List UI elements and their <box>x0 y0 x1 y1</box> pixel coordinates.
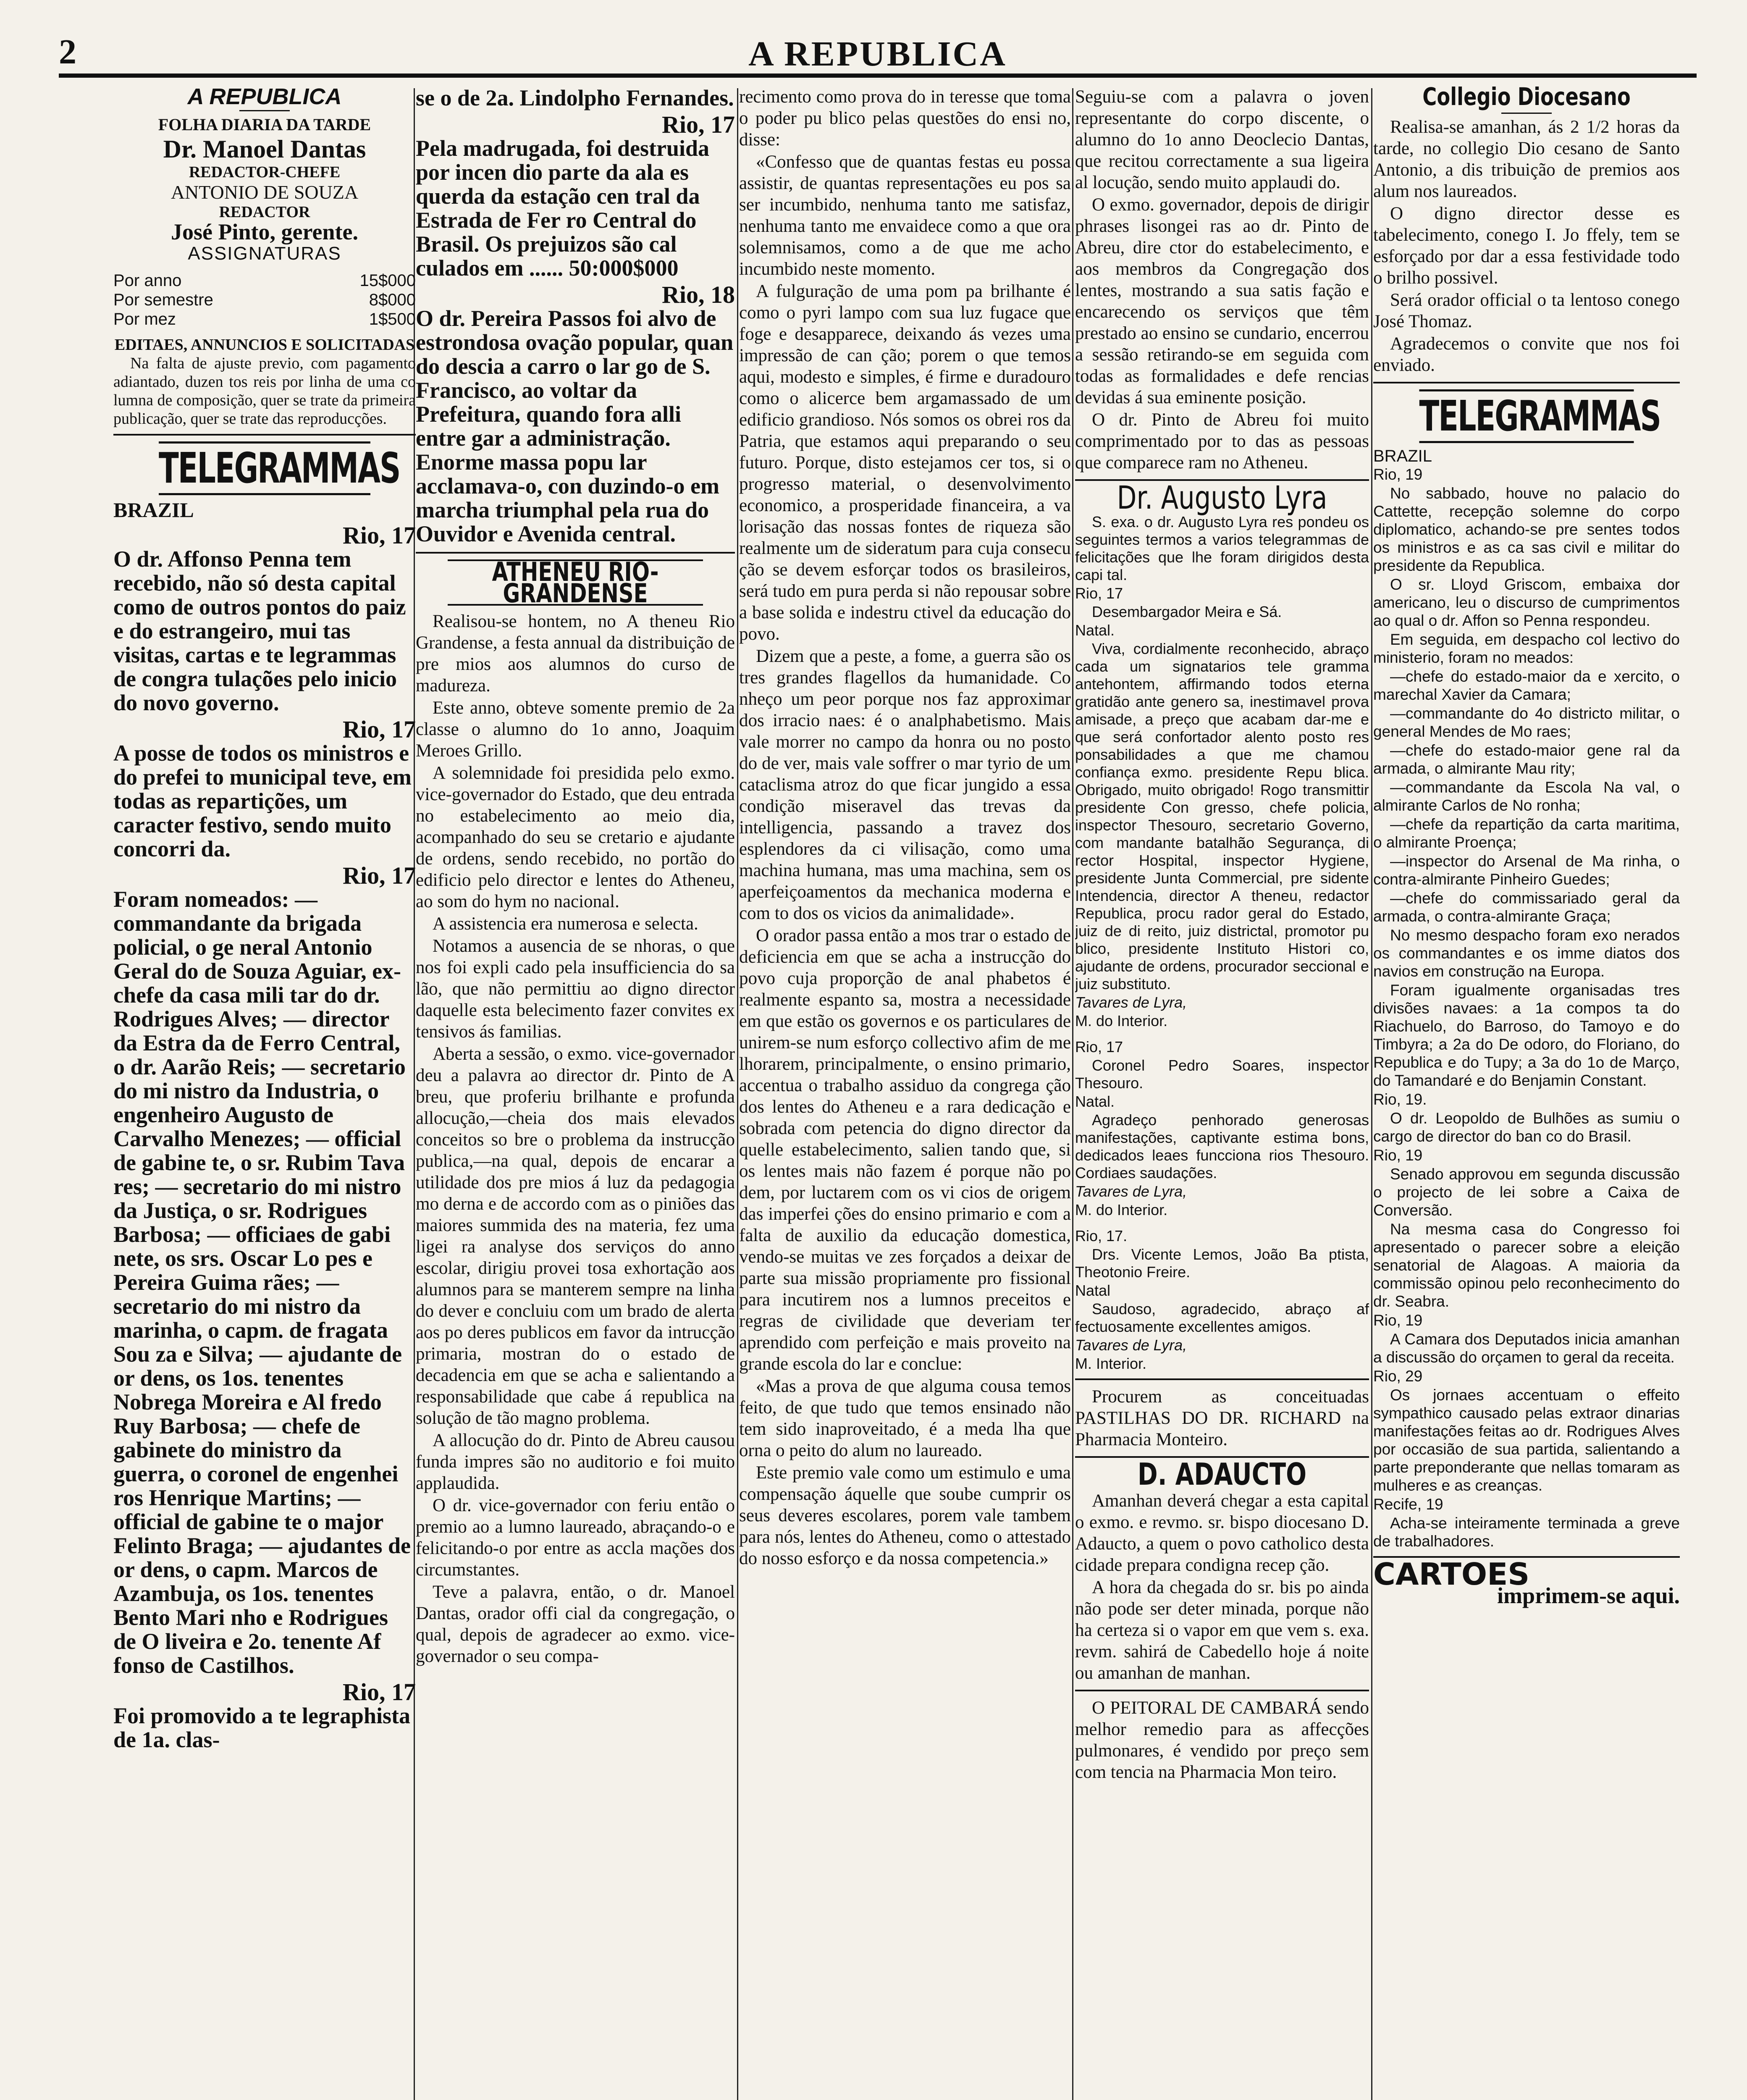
subscription-list <box>113 271 416 329</box>
article-paragraph: recimento como prova do in teresse que toma o poder pu blico pelas questões do ensi no, disse: <box>739 87 1071 150</box>
article-paragraph: A solemnidade foi presidida pelo exmo. vice-governador do Estado, que deu entrada no estabelecimento ao meio dia, acompanhado do seu se cretario e ajudante de ordens, sendo recebido, no portão do edificio pelo director e lentes do Atheneu, ao som do hym no nacional. <box>416 763 735 911</box>
atheneu-heading: ATHENEU RIO-GRANDENSE <box>448 559 703 606</box>
article-paragraph: Este anno, obteve somente premio de 2a classe o alumno do 1o anno, Joaquim Meroes Grillo. <box>416 698 735 761</box>
lyra-heading: Dr. Augusto Lyra <box>1117 479 1327 516</box>
editor-role: REDACTOR-CHEFE <box>189 163 341 181</box>
subscriptions-title: ASSIGNATURAS <box>188 243 341 264</box>
pharmacy-ad: Procurem as conceituadas PASTILHAS DO DR. RICHARD na Pharmacia Monteiro. <box>1075 1387 1369 1449</box>
telegram-text: Em seguida, em despacho col lectivo do ministerio, foram no meados: <box>1373 631 1680 666</box>
brazil-label: BRAZIL <box>113 498 194 522</box>
telegram-signature: Tavares de Lyra, <box>1075 1183 1187 1200</box>
telegram-text: Pela madrugada, foi destruida por incen dio parte da ala es querda da estação cen tral da Estrada de Fer ro Central do Brasil. Os prejuizos são cal culados em ...... 50:000$000 <box>416 136 710 281</box>
telegram-text: se o de 2a. Lindolpho Fernandes. <box>416 86 734 110</box>
telegram-recipient: Coronel Pedro Soares, inspector Thesouro. <box>1075 1057 1369 1092</box>
telegram-date: Rio, 19 <box>1373 1312 1423 1329</box>
telegram-date: Rio, 17 <box>343 716 416 743</box>
article-paragraph: Agradecemos o convite que nos foi enviado. <box>1373 334 1680 375</box>
divider <box>239 110 290 111</box>
editor-name: Dr. Manoel Dantas <box>163 135 366 163</box>
telegram-place: Natal <box>1075 1282 1111 1299</box>
telegram-list <box>416 86 735 546</box>
telegram-date: Rio, 17. <box>1075 1227 1128 1244</box>
column-4 <box>1075 86 1369 2100</box>
redactor-role: REDACTOR <box>219 203 310 221</box>
divider <box>113 434 416 436</box>
telegram-date: Recife, 19 <box>1373 1496 1443 1513</box>
article-paragraph: Este premio vale como um estimulo e uma compensação áquelle que soube cumprir os seus deveres escolares, porem vale tambem para nós, lentes do Atheneu, como o attestado do nosso esforço e da nossa competencia.» <box>739 1463 1071 1568</box>
telegram-text: —commandante da Escola Na val, o almirante Carlos de No ronha; <box>1373 779 1680 814</box>
lyra-section <box>1075 513 1369 1373</box>
telegram-signature-role: M. Interior. <box>1075 1355 1147 1372</box>
telegram-signature: Tavares de Lyra, <box>1075 1336 1187 1354</box>
telegram-text: Senado approvou em segunda discussão o projecto de lei sobre a Caixa de Conversão. <box>1373 1166 1680 1219</box>
telegram-text: —chefe do commissariado geral da armada, o contra-almirante Graça; <box>1373 890 1680 925</box>
telegram-text: Foram nomeados: — commandante da brigada policial, o ge neral Antonio Geral do de Souza Aguiar, ex-chefe da casa mili tar do dr. Rodrigues Alves; — director da Estra da de Ferro Central, o dr. Aarão Reis; — secretario do mi nistro da Industria, o engenheiro Augusto de Carvalho Menezes; — official de gabine te, o sr. Rubim Tava res; — secretario do mi nistro da Justiça, o sr. Rodrigues Barbosa; — officiaes de gabi nete, os srs. Oscar Lo pes e Pereira Guima rães; — secretario do mi nistro da marinha, o capm. de fragata Sou za e Silva; — ajudante de or dens, os 1os. tenentes Nobrega Moreira e Al fredo Ruy Barbosa; — chefe de gabinete do ministro da guerra, o coronel de engenhei ros Henrique Martins; — official de gabine te o major Felinto Braga; — ajudantes de or dens, o capm. Marcos de Azambuja, os 1os. tenentes Bento Mari nho e Rodrigues de O liveira e 2o. tenente Af fonso de Castilhos. <box>113 887 411 1678</box>
telegram-date: Rio, 18 <box>662 281 735 308</box>
cartoes-heading: CARTOES <box>1373 1557 1530 1592</box>
telegrams-heading: TELEGRAMMAS <box>159 441 370 495</box>
telegram-list <box>113 523 416 1752</box>
telegram-text: O dr. Leopoldo de Bulhões as sumiu o cargo de director do ban co do Brasil. <box>1373 1110 1680 1145</box>
article-paragraph: Realisa-se amanhan, ás 2 1/2 horas da tarde, no collegio Dio cesano de Santo Antonio, a dis tribuição de premios aos alum nos laureados. <box>1373 117 1680 201</box>
article-paragraph: A assistencia era numerosa e selecta. <box>433 914 698 934</box>
telegram-place: Natal. <box>1075 1093 1115 1110</box>
telegram-date: Rio, 29 <box>1373 1368 1423 1385</box>
telegram-place: Natal. <box>1075 622 1115 639</box>
telegram-text: A Camara dos Deputados inicia amanhan a discussão do orçamen to geral da receita. <box>1373 1331 1680 1366</box>
column-5 <box>1373 86 1680 2100</box>
column-3 <box>739 86 1071 2100</box>
divider <box>416 552 735 554</box>
telegram-text: Acha-se inteiramente terminada a greve de trabalhadores. <box>1373 1515 1680 1550</box>
collegio-heading: Collegio Diocesano <box>1422 86 1631 111</box>
telegram-date: Rio, 17 <box>662 111 735 138</box>
telegram-date: Rio, 17 <box>1075 585 1123 602</box>
paper-name: A REPUBLICA <box>187 86 342 109</box>
divider <box>1373 382 1680 383</box>
telegram-text: Saudoso, agradecido, abraço af fectuosamente excellentes amigos. <box>1075 1300 1369 1335</box>
article-paragraph: Notamos a ausencia de se nhoras, o que nos foi expli cado pela insufficiencia do sa lão, que não permittiu ao digno director daquelle esta belecimento fazer convites ex tensivos ás familias. <box>416 936 735 1042</box>
manager-name: José Pinto, gerente. <box>171 219 358 244</box>
telegram-date: Rio, 17 <box>343 522 416 549</box>
telegram-text: No mesmo despacho foram exo nerados os commandantes e os imme diatos dos navios em construção na Europa. <box>1373 927 1680 980</box>
telegram-date: Rio, 17 <box>343 862 416 889</box>
article-paragraph: O orador passa então a mos trar o estado de deficiencia em que se acha a instrucção do povo cuja proporção de anal phabetos é realmente espanto sa, mostra a necessidade em que estão os governos e os particulares de unirem-se num esforço collectivo afim de me lhorarem, principalmente, o ensino primario, accentua o trabalho assiduo da congrega ção dos lentes do Atheneu e a rara dedicação e sobrada com petencia do digno director da quelle estabelecimento, salien tando que, si os lentes mais não fazem é porque não po dem, por luctarem com os vi cios de origem das imperfei ções do ensino primario e com a falta de auxilio da educação domestica, vendo-se muitas ve zes forçados a deixar de parte sua missão propriamente pro fissional para incutirem nos a lumnos preceitos e regras de civilidade que deveriam ter aprendido com perfeição e mais proveito na grande escola do lar e conclue: <box>739 926 1071 1374</box>
telegram-signature-role: M. do Interior. <box>1075 1012 1168 1029</box>
telegram-text: —commandante do 4o districto militar, o general Mendes de Mo raes; <box>1373 705 1680 740</box>
telegram-text: O dr. Affonso Penna tem recebido, não só desta capital como de outros pontos do paiz e do estrangeiro, mui tas visitas, cartas e te legrammas de congra tulações pelo inicio do novo governo. <box>113 546 406 715</box>
column-2 <box>416 86 735 2100</box>
article-paragraph: O exmo. governador, depois de dirigir phrases lisongei ras ao dr. Pinto de Abreu, dire ctor do estabelecimento, e aos membros da Congregação dos lentes, mostrando a sua satis fação e encarecendo os serviços que têm prestado ao ensino se cundario, encerrou a sessão retirando-se em seguida com todas as formalidades e defe rencias devidas á sua eminente posição. <box>1075 195 1369 407</box>
article-paragraph: Realisou-se hontem, no A theneu Rio Grandense, a festa annual da distribuição de pre mios aos alumnos do curso de madureza. <box>416 612 735 696</box>
telegram-recipient: Drs. Vicente Lemos, João Ba ptista, Theotonio Freire. <box>1075 1246 1369 1281</box>
telegram-text: Agradeço penhorado generosas manifestações, captivante estima bons, dedicados leaes funcciona rios Thesouro. Cordiaes saudações. <box>1075 1111 1369 1181</box>
telegram-text: O sr. Lloyd Griscom, embaixa dor americano, leu o discurso de cumprimentos ao qual o dr. Affon so Penna respondeu. <box>1373 576 1680 629</box>
telegram-text: No sabbado, houve no palacio do Cattette, recepção solemne do corpo diplomatico, achando-se pre sentes todos os ministros e as ca sas civil e militar do presidente da Republica. <box>1373 485 1680 574</box>
column-divider <box>1371 88 1372 2100</box>
telegram-text: Na mesma casa do Congresso foi apresentado o parecer sobre a eleição senatorial de Alagoas. A maioria da commissão opinou pelo reconhecimento do dr. Seabra. <box>1373 1221 1680 1310</box>
telegram-text: Viva, cordialmente reconhecido, abraço cada um signatarios tele gramma antehontem, affirmando todos eterna gratidão ante genero sa, inestimavel prova amisade, a preço que acabam dar-me e que será confortador alento posto res ponsabilidades a que me chamou confiança exmo. presidente Repu blica. Obrigado, muito obrigado! Rogo transmittir presidente Con gresso, chefe policia, inspector Thesouro, secretario Governo, com mandante batalhão Segurança, di rector Hospital, inspector Hygiene, presidente Junta Commercial, pre sidente Intendencia, director A theneu, redactor Republica, procu rador geral do Estado, juiz de di reito, juiz districtal, promotor pu blico, presidente Instituto Histori co, ajudante de ordens, procurador seccional e juiz substituto. <box>1075 640 1369 992</box>
brazil-label: BRAZIL <box>1373 447 1432 465</box>
subscription-row: Por semestre 8$000 <box>113 291 416 309</box>
article-paragraph: Será orador official o ta lentoso conego José Thomaz. <box>1373 290 1680 331</box>
article-paragraph: Seguiu-se com a palavra o joven representante do corpo discente, o alumno do 1o anno Deoclecio Dantas, que recitou correctamente a sua ligeira al locução, sendo muito applaudi do. <box>1075 87 1369 192</box>
column-divider <box>737 88 738 2100</box>
telegram-text: Foram igualmente organisadas tres divisões navaes: a 1a compos ta do Riachuelo, do Barroso, do Tamoyo e do Timbyra; a 2a do De odoro, do Floriano, do Republica e do Tupy; a 3a do 1o de Março, do Tamandaré e do Benjamin Constant. <box>1373 982 1680 1089</box>
subscription-row: Por anno 15$000 <box>113 271 416 290</box>
article-paragraph: O digno director desse es tabelecimento, conego I. Jo ffely, tem se esforçado por dar a essa festividade todo o brilho possivel. <box>1373 204 1680 288</box>
divider <box>1501 113 1552 114</box>
newspaper-title: A REPUBLICA <box>748 34 1007 74</box>
telegram-date: Rio, 17 <box>1075 1038 1123 1055</box>
edital-text: Na falta de ajuste previo, com pagamento adiantado, duzen tos reis por linha de uma co lumna de composição, quer se trate da primeira publicação, quer se trate das reproducções. <box>113 354 416 428</box>
telegram-date: Rio, 17 <box>343 1678 416 1706</box>
cartoes-subtitle: imprimem-se aqui. <box>1497 1583 1680 1608</box>
edital-title: EDITAES, ANNUNCIOS E SOLICITADAS <box>114 336 415 354</box>
article-paragraph: «Mas a prova de que alguma cousa temos feito, de que tudo que temos ensinado não tem sido inaproveitado, é a meda lha que orna o peito do alum no laureado. <box>739 1376 1071 1460</box>
article-paragraph: A hora da chegada do sr. bis po ainda não pode ser deter minada, porque não ha certeza si o vapor em que vem s. exa. revm. sahirá de Cabedello hoje á noite ou amanhan de manhan. <box>1075 1578 1369 1683</box>
redactor-name: ANTONIO DE SOUZA <box>171 181 359 203</box>
column-1 <box>113 86 416 2100</box>
divider <box>1075 1690 1369 1691</box>
divider <box>1075 1378 1369 1380</box>
telegram-text: —chefe do estado-maior da e xercito, o marechal Xavier da Camara; <box>1373 668 1680 703</box>
telegram-date: Rio, 19 <box>1373 466 1423 483</box>
telegram-text: —chefe da repartição da carta maritima, o almirante Proença; <box>1373 816 1680 851</box>
telegram-text: Os jornaes accentuam o effeito sympathico causado pelas extraor dinarias manifestações feitas ao dr. Rodrigues Alves por occasião de sua partida, salientando a parte preponderante que nellas tomaram as mulheres e as creanças. <box>1373 1386 1680 1494</box>
article-paragraph: O dr. vice-governador con feriu então o premio ao a lumno laureado, abraçando-o e felicitando-o por entre as accla mações dos circumstantes. <box>416 1496 735 1580</box>
telegram-text: A posse de todos os ministros e do prefei to municipal teve, em todas as repartições, um caracter festivo, sendo muito concorri da. <box>113 740 412 861</box>
article-paragraph: O dr. Pinto de Abreu foi muito comprimentado por to das as pessoas que comparece ram no Atheneu. <box>1075 410 1369 472</box>
column-divider <box>1072 88 1073 2100</box>
telegram-date: Rio, 19. <box>1373 1091 1427 1108</box>
article-paragraph: Amanhan deverá chegar a esta capital o exmo. e revmo. sr. bispo diocesano D. Adaucto, a quem o povo catholico desta cidade prepara condigna recep ção. <box>1075 1491 1369 1575</box>
adaucto-heading: D. ADAUCTO <box>1137 1457 1307 1492</box>
article-paragraph: «Confesso que de quantas festas eu possa assistir, de quantas representações eu pos sa ser incumbido, nenhuma tanto me satisfaz, nenhuma tanto me envaidece como a que ora solemnisamos, como a de que me acho incumbido neste momento. <box>739 152 1071 279</box>
masthead <box>59 34 1697 78</box>
page-number: 2 <box>59 32 76 71</box>
pharmacy-ad: O PEITORAL DE CAMBARÁ sendo melhor remedio para as affecções pulmonares, é vendido por preço sem com tencia na Pharmacia Mon teiro. <box>1075 1698 1369 1782</box>
telegram-text: O dr. Pereira Passos foi alvo de estrondosa ovação popular, quan do descia a carro o lar go de S. Francisco, ao voltar da Prefeitura, quando fora alli entre gar a administração. Enorme massa popu lar acclamava-o, con duzindo-o em marcha triumphal pela rua do Ouvidor e Avenida central. <box>416 306 734 546</box>
article-paragraph: A fulguração de uma pom pa brilhante é como o pyri lampo com sua luz fugace que foge e desapparece, deixando ás vezes uma impressão de can ção; porem o que temos aqui, modesto e simples, é firme e duradouro como o alicerce bem argamassado de um edificio grandioso. Nós somos os obrei ros da Patria, que estamos aqui preparando o seu futuro. Porque, disto estejamos cer tos, si o progresso material, o desenvolvimento economico, a prosperidade financeira, a va lorisação das nossas fontes de riqueza são realmente um de sideratum para cuja consecu ção se devem esforçar todos os brasileiros, será tudo em pura perda si não repousar sobre a base solida e indestru ctivel da educação do povo. <box>739 281 1071 644</box>
telegrams-heading: TELEGRAMMAS <box>1419 389 1634 443</box>
subscription-row: Por mez 1$500 <box>113 310 416 328</box>
telegram-text: Foi promovido a te legraphista de 1a. clas- <box>113 1703 410 1752</box>
article-paragraph: A allocução do dr. Pinto de Abreu causou funda impres são no auditorio e foi muito applaudida. <box>416 1431 735 1493</box>
telegram-text: —inspector do Arsenal de Ma rinha, o contra-almirante Pinheiro Guedes; <box>1373 853 1680 888</box>
telegram-text: —chefe do estado-maior gene ral da armada, o almirante Mau rity; <box>1373 742 1680 777</box>
telegram-signature: Tavares de Lyra, <box>1075 994 1187 1011</box>
telegram-list <box>1373 447 1680 1550</box>
paper-subtitle: FOLHA DIARIA DA TARDE <box>158 115 371 134</box>
article-paragraph: Aberta a sessão, o exmo. vice-governador deu a palavra ao director dr. Pinto de A breu, que proferiu brilhante e profunda allocução,—cheia dos mais elevados conceitos so bre o problema da instrucção publica,—na qual, depois de encarar a utilidade dos pre mios á luz da pedagogia mo derna e de accordo com as o piniões das maiores summida des na materia, fez uma ligei ra analyse dos serviços do anno escolar, dirigiu provei tosa exhortação aos alumnos para se manterem sempre na linha do dever e concluiu com um brado de alerta aos po deres publicos em favor da intrucção primaria, mostran do o estado de decadencia em que se acha e salientando a responsabilidade que cabe á republica na solução de tão magno problema. <box>416 1044 735 1428</box>
lyra-intro: S. exa. o dr. Augusto Lyra res pondeu os seguintes termos a varios telegrammas de felicitações que lhe foram dirigidos desta capi tal. <box>1075 513 1369 583</box>
article-paragraph: Dizem que a peste, a fome, a guerra são os tres grandes flagellos da humanidade. Co nheço um peor porque nos faz approximar dos irracio naes: é o analphabetismo. Mais vale morrer no campo da honra ou no posto do de ver, mais vale soffrer o mar tyrio de um cataclisma atroz do que ficar jungido a essa condição miseravel das trevas da intelligencia, passando a travez dos esplendores da ci vilisação, como uma machina humana, mas uma machina, sem os aperfeiçoamentos da mechanica moderna e com to dos os vicios da animalidade». <box>739 646 1071 923</box>
telegram-date: Rio, 19 <box>1373 1147 1423 1164</box>
telegram-recipient: Desembargador Meira e Sá. <box>1092 603 1282 620</box>
article-paragraph: Teve a palavra, então, o dr. Manoel Dantas, orador offi cial da congregação, o qual, depois de agradecer ao exmo. vice-governador o seu compa- <box>416 1582 735 1666</box>
telegram-signature-role: M. do Interior. <box>1075 1201 1168 1218</box>
